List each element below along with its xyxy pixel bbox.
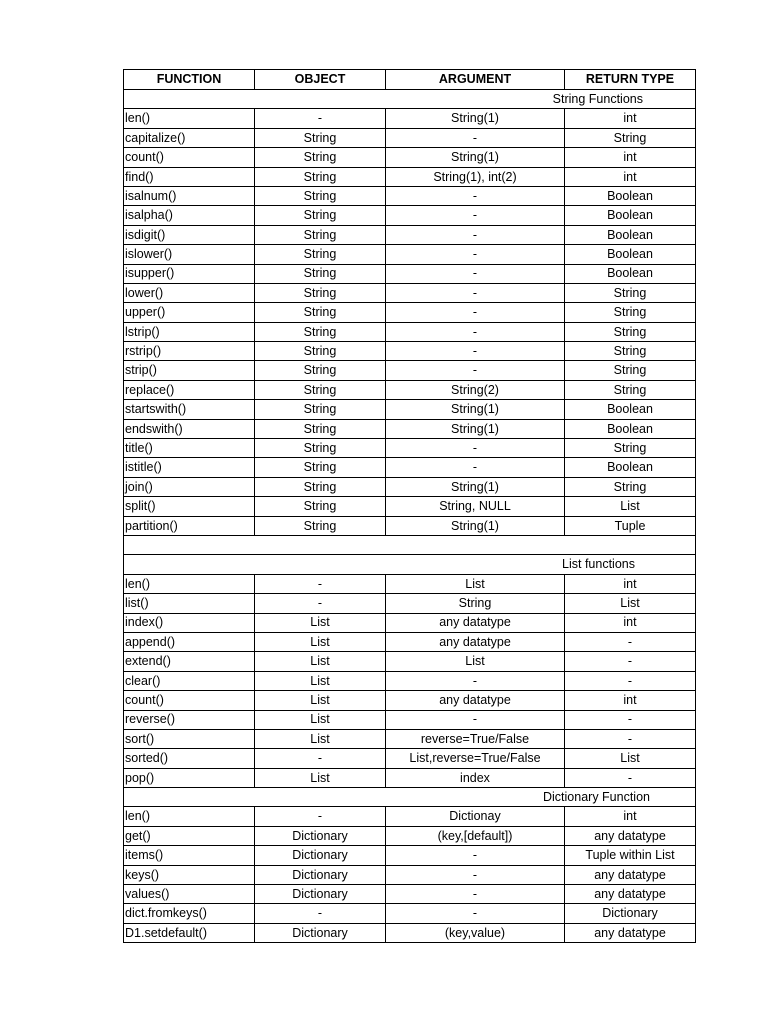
python-functions-table [123, 69, 696, 943]
object-cell: Dictionary [255, 846, 386, 865]
function-cell: rstrip() [124, 342, 255, 361]
return-type-cell: Boolean [565, 245, 696, 264]
object-cell: String [255, 458, 386, 477]
object-cell: List [255, 652, 386, 671]
table-row [124, 885, 696, 904]
function-cell: split() [124, 497, 255, 516]
return-type-cell: Tuple within List [565, 846, 696, 865]
argument-cell: Dictionay [386, 807, 565, 826]
object-cell: String [255, 264, 386, 283]
object-cell: String [255, 439, 386, 458]
function-cell: index() [124, 613, 255, 632]
function-cell: dict.fromkeys() [124, 904, 255, 923]
table-row [124, 923, 696, 942]
function-cell: count() [124, 148, 255, 167]
argument-cell: - [386, 245, 565, 264]
return-type-cell: any datatype [565, 826, 696, 845]
table-row [124, 477, 696, 496]
object-cell: List [255, 632, 386, 651]
blank-cell [124, 535, 696, 554]
return-type-cell: int [565, 613, 696, 632]
return-type-cell: Dictionary [565, 904, 696, 923]
table-row [124, 283, 696, 302]
table-row [124, 419, 696, 438]
table-body [124, 90, 696, 943]
return-type-cell: Tuple [565, 516, 696, 535]
function-cell: title() [124, 439, 255, 458]
argument-cell: (key,value) [386, 923, 565, 942]
table-row [124, 361, 696, 380]
argument-cell: String(1) [386, 419, 565, 438]
table-row [124, 632, 696, 651]
function-cell: isdigit() [124, 225, 255, 244]
argument-cell: - [386, 710, 565, 729]
function-cell: list() [124, 594, 255, 613]
section-header-row [124, 555, 696, 574]
section-spacer [124, 555, 386, 574]
object-cell: String [255, 186, 386, 205]
object-cell: List [255, 671, 386, 690]
function-cell: partition() [124, 516, 255, 535]
section-header-row [124, 788, 696, 807]
argument-cell: - [386, 206, 565, 225]
table-row [124, 613, 696, 632]
return-type-cell: List [565, 749, 696, 768]
function-cell: isupper() [124, 264, 255, 283]
return-type-cell: Boolean [565, 400, 696, 419]
object-cell: String [255, 361, 386, 380]
function-cell: upper() [124, 303, 255, 322]
argument-cell: reverse=True/False [386, 729, 565, 748]
function-cell: startswith() [124, 400, 255, 419]
object-cell: List [255, 729, 386, 748]
object-cell: String [255, 283, 386, 302]
argument-cell: - [386, 361, 565, 380]
object-cell: String [255, 206, 386, 225]
object-cell: List [255, 613, 386, 632]
function-cell: pop() [124, 768, 255, 787]
table-row [124, 846, 696, 865]
return-type-cell: - [565, 652, 696, 671]
argument-cell: - [386, 671, 565, 690]
return-type-cell: String [565, 342, 696, 361]
table-row [124, 439, 696, 458]
argument-cell: String(1) [386, 109, 565, 128]
blank-row [124, 535, 696, 554]
function-cell: lower() [124, 283, 255, 302]
function-cell: items() [124, 846, 255, 865]
function-cell: sort() [124, 729, 255, 748]
table-row [124, 807, 696, 826]
return-type-cell: - [565, 671, 696, 690]
return-type-cell: List [565, 497, 696, 516]
header-object: OBJECT [255, 70, 386, 90]
return-type-cell: any datatype [565, 865, 696, 884]
argument-cell: any datatype [386, 691, 565, 710]
function-cell: istitle() [124, 458, 255, 477]
table-row [124, 594, 696, 613]
argument-cell: String(2) [386, 380, 565, 399]
function-cell: append() [124, 632, 255, 651]
table-row [124, 768, 696, 787]
table-row [124, 729, 696, 748]
function-cell: isalnum() [124, 186, 255, 205]
return-type-cell: int [565, 167, 696, 186]
object-cell: - [255, 109, 386, 128]
argument-cell: - [386, 128, 565, 147]
return-type-cell: String [565, 439, 696, 458]
table-row [124, 710, 696, 729]
argument-cell: (key,[default]) [386, 826, 565, 845]
argument-cell: - [386, 439, 565, 458]
function-cell: len() [124, 807, 255, 826]
table-row [124, 400, 696, 419]
function-cell: capitalize() [124, 128, 255, 147]
function-cell: len() [124, 574, 255, 593]
object-cell: - [255, 904, 386, 923]
header-argument: ARGUMENT [386, 70, 565, 90]
return-type-cell: Boolean [565, 458, 696, 477]
table-row [124, 652, 696, 671]
object-cell: - [255, 749, 386, 768]
object-cell: String [255, 477, 386, 496]
table-row [124, 574, 696, 593]
return-type-cell: int [565, 691, 696, 710]
table-row [124, 264, 696, 283]
table-row [124, 671, 696, 690]
object-cell: String [255, 419, 386, 438]
argument-cell: - [386, 225, 565, 244]
table-row [124, 167, 696, 186]
section-title: String Functions [386, 90, 696, 109]
return-type-cell: int [565, 574, 696, 593]
section-spacer [124, 788, 386, 807]
table-row [124, 865, 696, 884]
object-cell: String [255, 303, 386, 322]
function-cell: islower() [124, 245, 255, 264]
return-type-cell: any datatype [565, 923, 696, 942]
object-cell: String [255, 497, 386, 516]
object-cell: String [255, 167, 386, 186]
function-cell: D1.setdefault() [124, 923, 255, 942]
return-type-cell: - [565, 632, 696, 651]
object-cell: String [255, 128, 386, 147]
argument-cell: - [386, 865, 565, 884]
object-cell: String [255, 516, 386, 535]
return-type-cell: Boolean [565, 186, 696, 205]
argument-cell: - [386, 458, 565, 477]
function-cell: values() [124, 885, 255, 904]
return-type-cell: Boolean [565, 206, 696, 225]
object-cell: - [255, 574, 386, 593]
table-row [124, 186, 696, 205]
return-type-cell: - [565, 729, 696, 748]
object-cell: String [255, 342, 386, 361]
table-row [124, 826, 696, 845]
section-header-row [124, 90, 696, 109]
argument-cell: any datatype [386, 632, 565, 651]
object-cell: - [255, 594, 386, 613]
table-row [124, 342, 696, 361]
function-cell: count() [124, 691, 255, 710]
object-cell: Dictionary [255, 923, 386, 942]
function-cell: keys() [124, 865, 255, 884]
object-cell: String [255, 245, 386, 264]
function-cell: strip() [124, 361, 255, 380]
argument-cell: any datatype [386, 613, 565, 632]
argument-cell: List,reverse=True/False [386, 749, 565, 768]
header-function: FUNCTION [124, 70, 255, 90]
return-type-cell: - [565, 710, 696, 729]
function-cell: endswith() [124, 419, 255, 438]
return-type-cell: String [565, 303, 696, 322]
header-return-type: RETURN TYPE [565, 70, 696, 90]
return-type-cell: Boolean [565, 419, 696, 438]
argument-cell: String, NULL [386, 497, 565, 516]
object-cell: - [255, 807, 386, 826]
argument-cell: index [386, 768, 565, 787]
table-row [124, 225, 696, 244]
return-type-cell: String [565, 283, 696, 302]
object-cell: Dictionary [255, 885, 386, 904]
return-type-cell: String [565, 128, 696, 147]
return-type-cell: Boolean [565, 225, 696, 244]
table-row [124, 458, 696, 477]
object-cell: String [255, 322, 386, 341]
table-row [124, 245, 696, 264]
table-row [124, 303, 696, 322]
return-type-cell: - [565, 768, 696, 787]
function-cell: replace() [124, 380, 255, 399]
return-type-cell: List [565, 594, 696, 613]
argument-cell: - [386, 342, 565, 361]
table-row [124, 749, 696, 768]
table-row [124, 109, 696, 128]
function-cell: extend() [124, 652, 255, 671]
table-row [124, 128, 696, 147]
table-row [124, 516, 696, 535]
argument-cell: String(1) [386, 148, 565, 167]
table-row [124, 380, 696, 399]
table-row [124, 904, 696, 923]
object-cell: String [255, 380, 386, 399]
section-spacer [124, 90, 386, 109]
object-cell: List [255, 710, 386, 729]
return-type-cell: int [565, 807, 696, 826]
argument-cell: - [386, 186, 565, 205]
function-cell: lstrip() [124, 322, 255, 341]
table-row [124, 691, 696, 710]
table-row [124, 497, 696, 516]
section-title: Dictionary Function [386, 788, 696, 807]
function-cell: len() [124, 109, 255, 128]
return-type-cell: String [565, 380, 696, 399]
object-cell: List [255, 691, 386, 710]
argument-cell: - [386, 303, 565, 322]
argument-cell: String(1), int(2) [386, 167, 565, 186]
function-cell: sorted() [124, 749, 255, 768]
argument-cell: - [386, 322, 565, 341]
return-type-cell: any datatype [565, 885, 696, 904]
function-cell: find() [124, 167, 255, 186]
header-row [124, 70, 696, 90]
function-cell: get() [124, 826, 255, 845]
argument-cell: - [386, 283, 565, 302]
object-cell: String [255, 400, 386, 419]
table-row [124, 206, 696, 225]
return-type-cell: Boolean [565, 264, 696, 283]
object-cell: List [255, 768, 386, 787]
argument-cell: String [386, 594, 565, 613]
argument-cell: List [386, 652, 565, 671]
argument-cell: List [386, 574, 565, 593]
return-type-cell: String [565, 361, 696, 380]
table-row [124, 148, 696, 167]
return-type-cell: String [565, 322, 696, 341]
object-cell: String [255, 225, 386, 244]
section-title: List functions [386, 555, 696, 574]
argument-cell: String(1) [386, 400, 565, 419]
return-type-cell: String [565, 477, 696, 496]
function-cell: reverse() [124, 710, 255, 729]
object-cell: String [255, 148, 386, 167]
function-cell: clear() [124, 671, 255, 690]
function-cell: join() [124, 477, 255, 496]
argument-cell: - [386, 885, 565, 904]
return-type-cell: int [565, 148, 696, 167]
argument-cell: String(1) [386, 477, 565, 496]
argument-cell: - [386, 904, 565, 923]
object-cell: Dictionary [255, 826, 386, 845]
argument-cell: - [386, 264, 565, 283]
argument-cell: - [386, 846, 565, 865]
function-cell: isalpha() [124, 206, 255, 225]
object-cell: Dictionary [255, 865, 386, 884]
table-row [124, 322, 696, 341]
argument-cell: String(1) [386, 516, 565, 535]
return-type-cell: int [565, 109, 696, 128]
